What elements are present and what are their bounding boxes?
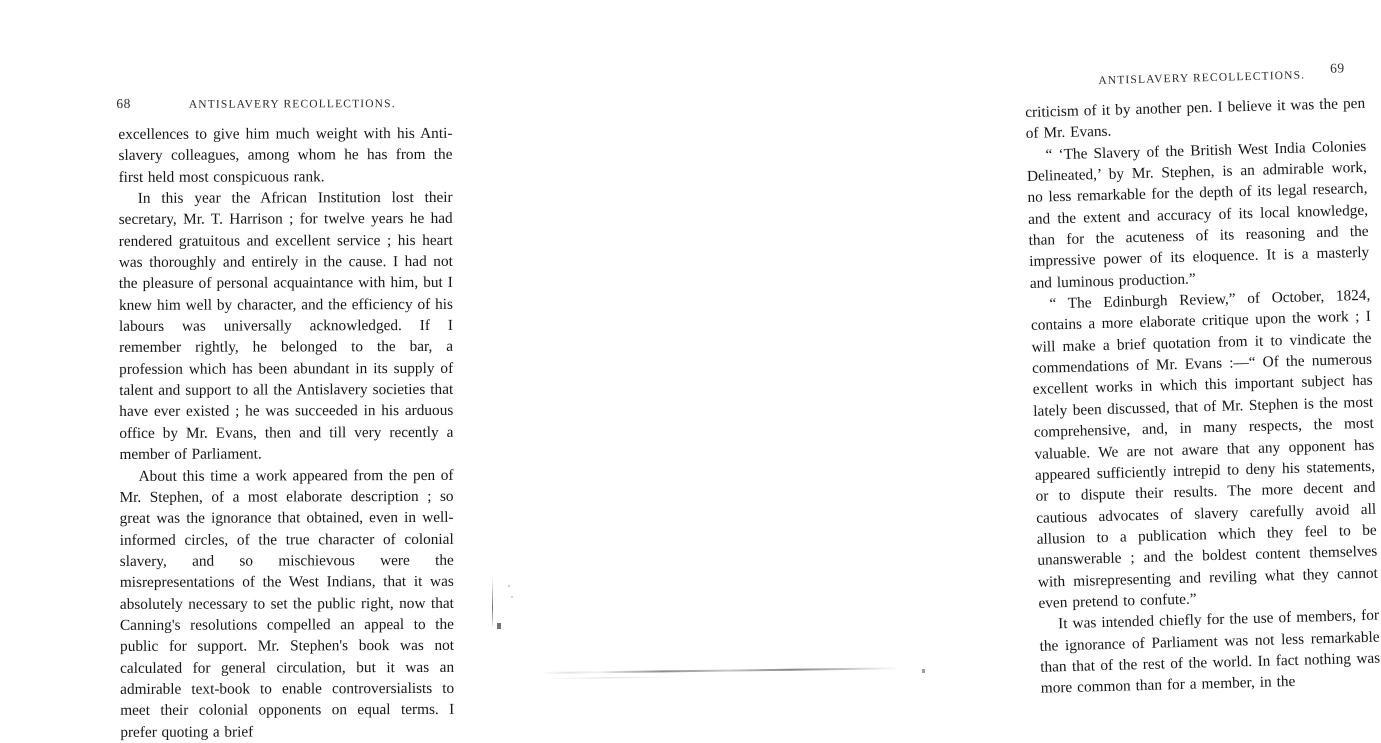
verso-running-head-title: ANTISLAVERY RECOLLECTIONS. xyxy=(189,98,396,111)
recto-running-head xyxy=(1098,69,1305,87)
recto-paragraph-3: “ The Edinburgh Review,” of October, 1824, contains a more elaborate critique upon the work ; I will make a brief quotation from it to vindicate the commendations of Mr. Evans :—“ Of the numerous excellent works in which this important subject has lately been discussed, that of Mr. Stephen is the most comprehensive, and, in many respects, the most valuable. We are not aware that any opponent has appeared sufficiently intrepid to deny his statements, or to dispute their results. The more decent and cautious advocates of slavery carefully avoid all allusion to a publication which they feel to be unanswerable ; and the boldest content themselves with misrepresenting and reviling what they cannot even pretend to confute.” xyxy=(1030,285,1379,614)
book-page-recto xyxy=(495,0,980,719)
recto-page-inner xyxy=(495,0,980,1)
recto-folio-number: 69 xyxy=(1330,60,1345,76)
verso-folio-number: 68 xyxy=(116,96,131,112)
verso-running-head xyxy=(116,95,395,112)
recto-text-block xyxy=(1025,93,1381,700)
recto-running-head-title: ANTISLAVERY RECOLLECTIONS. xyxy=(1098,69,1305,87)
book-page-verso xyxy=(0,0,495,719)
recto-paragraph-2: “ ‘The Slavery of the British West India Colonies Delineated,’ by Mr. Stephen, is an admirable work, no less remarkable for the depth of its legal research, and the extent and accuracy of its local knowledge, than for the acuteness of its reasoning and the impressive power of its eloquence. It is a masterly and luminous production.” xyxy=(1026,135,1370,294)
verso-paragraph-1: excellences to give him much weight with his Anti-slavery colleagues, among whom he has from the first held most conspicuous rank. xyxy=(118,123,452,188)
verso-text-block xyxy=(118,123,454,743)
recto-paragraph-4: It was intended chiefly for the use of members, for the ignorance of Parliament was not less remarkable than that of the rest of the world. In fact nothing was more common than for a member, in the xyxy=(1039,605,1381,700)
verso-paragraph-3: About this time a work appeared from the pen of Mr. Stephen, of a most elaborate description ; so great was the ignorance that obtained, even in well-informed circles, of the true character of colonial slavery, and so mischievous were the misrepresentations of the West Indians, that it was absolutely necessary to set the public right, now that Canning's resolutions compelled an appeal to the public for support. Mr. Stephen's book was not calculated for general circulation, but it was an admirable text-book to enable controversialists to meet their colonial opponents on equal terms. I prefer quoting a brief xyxy=(119,464,454,743)
verso-paragraph-2: In this year the African Institution lost their secretary, Mr. T. Harrison ; for twelve years he had rendered gratuitous and excellent service ; his heart was thoroughly and entirely in the cause. I had not the pleasure of personal acquaintance with him, but I knew him well by character, and the efficiency of his labours was universally acknowledged. If I remember rightly, he belonged to the bar, a profession which has been abundant in its supply of talent and support to all the Antislavery societies that have ever existed ; he was succeeded in his arduous office by Mr. Evans, then and till very recently a member of Parliament. xyxy=(119,187,454,466)
recto-paragraph-1: criticism of it by another pen. I believe it was the pen of Mr. Evans. xyxy=(1025,93,1366,145)
